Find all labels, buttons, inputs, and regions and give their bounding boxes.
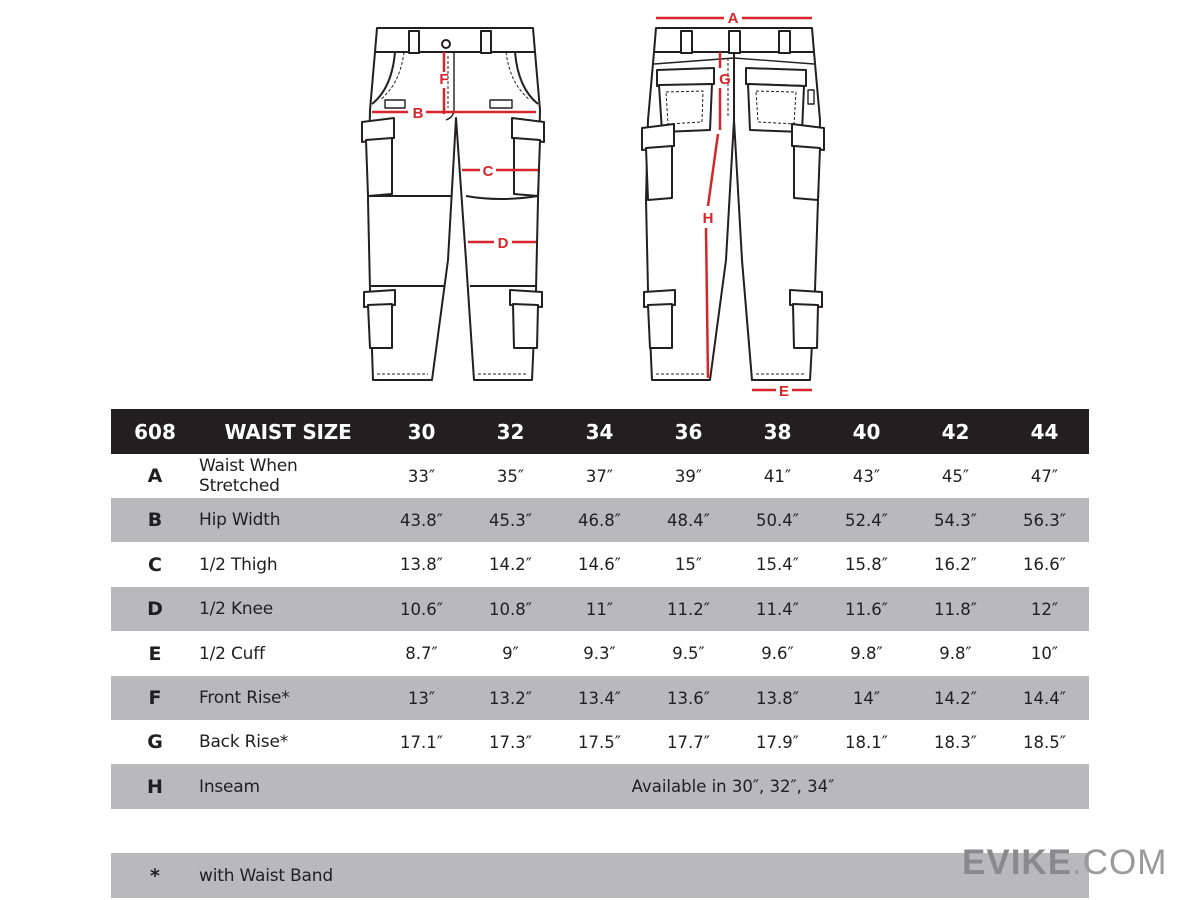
- row-label: Inseam: [199, 776, 260, 797]
- table-row-c: [111, 542, 1089, 587]
- table-cell: 39″: [674, 466, 703, 486]
- table-cell: 52.4″: [845, 510, 888, 530]
- header-size: 34: [585, 419, 614, 444]
- label-h: H: [702, 210, 714, 227]
- header-size: 36: [674, 419, 703, 444]
- table-row-b: [111, 498, 1089, 542]
- label-d: D: [497, 235, 509, 252]
- table-cell: 35″: [496, 466, 525, 486]
- inseam-availability: Available in 30″, 32″, 34″: [631, 777, 835, 796]
- table-row-h: [111, 764, 1089, 809]
- row-label: 1/2 Thigh: [199, 554, 278, 575]
- table-cell: 13.8″: [756, 688, 799, 708]
- row-label: Back Rise*: [199, 732, 289, 752]
- logo-wordmark-bold: EVIKE: [962, 843, 1073, 882]
- table-cell: 14.4″: [1023, 688, 1066, 708]
- table-cell: 16.2″: [934, 555, 977, 574]
- table-cell: 17.1″: [400, 732, 443, 752]
- table-cell: 43″: [852, 466, 881, 486]
- logo-wordmark-light: .COM: [1072, 843, 1168, 882]
- row-code: C: [148, 553, 162, 576]
- table-cell: 13.2″: [489, 688, 532, 708]
- header-model-code: 608: [134, 419, 176, 444]
- table-cell: 15.8″: [845, 555, 888, 574]
- row-label: 1/2 Knee: [199, 599, 274, 619]
- table-cell: 11.6″: [845, 599, 888, 619]
- footnote-text: with Waist Band: [199, 865, 333, 886]
- table-cell: 17.5″: [578, 732, 621, 752]
- header-size: 38: [763, 419, 792, 444]
- row-label: Waist When Stretched: [199, 456, 298, 496]
- table-cell: 46.8″: [578, 510, 621, 530]
- table-cell: 13″: [407, 688, 436, 708]
- table-row-f: [111, 676, 1089, 720]
- table-cell: 48.4″: [667, 510, 710, 530]
- label-b: B: [412, 105, 424, 122]
- table-cell: 11.8″: [934, 599, 977, 619]
- label-e: E: [778, 383, 790, 400]
- table-cell: 47″: [1030, 466, 1059, 486]
- table-cell: 56.3″: [1023, 510, 1066, 530]
- table-cell: 8.7″: [405, 644, 438, 663]
- row-code: H: [147, 775, 163, 798]
- table-cell: 14.2″: [934, 688, 977, 708]
- table-cell: 33″: [407, 466, 436, 486]
- table-cell: 12″: [1030, 599, 1059, 619]
- pants-measurement-diagram: [0, 0, 1200, 405]
- row-label: Front Rise*: [199, 688, 290, 708]
- row-code: G: [147, 731, 163, 753]
- table-cell: 10″: [1030, 644, 1059, 663]
- table-cell: 18.5″: [1023, 732, 1066, 752]
- table-row-g: [111, 720, 1089, 764]
- table-cell: 14″: [852, 688, 881, 708]
- row-code: E: [148, 642, 162, 665]
- row-code: F: [148, 687, 162, 709]
- footnote-symbol: *: [150, 864, 160, 887]
- table-row-a: [111, 454, 1089, 498]
- table-cell: 13.8″: [400, 555, 443, 574]
- row-code: D: [147, 598, 163, 620]
- table-cell: 45.3″: [489, 510, 532, 530]
- table-cell: 17.9″: [756, 732, 799, 752]
- label-a: A: [727, 10, 739, 27]
- table-row-e: [111, 631, 1089, 676]
- table-cell: 17.3″: [489, 732, 532, 752]
- table-cell: 11.4″: [756, 599, 799, 619]
- table-cell: 9″: [502, 644, 519, 663]
- table-cell: 13.4″: [578, 688, 621, 708]
- table-cell: 17.7″: [667, 732, 710, 752]
- label-c: C: [482, 163, 494, 180]
- table-cell: 16.6″: [1023, 555, 1066, 574]
- footnote-row: [111, 853, 1089, 898]
- header-size: 32: [496, 419, 525, 444]
- table-cell: 41″: [763, 466, 792, 486]
- evike-logo: [962, 843, 1167, 883]
- table-cell: 13.6″: [667, 688, 710, 708]
- header-size: 42: [941, 419, 970, 444]
- table-cell: 43.8″: [400, 510, 443, 530]
- table-cell: 54.3″: [934, 510, 977, 530]
- header-size: 30: [407, 419, 436, 444]
- table-cell: 9.5″: [672, 644, 705, 663]
- header-size: 44: [1030, 419, 1059, 444]
- table-cell: 18.1″: [845, 732, 888, 752]
- header-waist-size: WAIST SIZE: [224, 419, 352, 444]
- row-label: Hip Width: [199, 510, 281, 530]
- table-cell: 10.8″: [489, 599, 532, 619]
- header-size: 40: [852, 419, 881, 444]
- table-cell: 14.2″: [489, 555, 532, 574]
- table-cell: 9.8″: [939, 644, 972, 663]
- row-label: 1/2 Cuff: [199, 643, 265, 664]
- table-cell: 11.2″: [667, 599, 710, 619]
- label-g: G: [719, 71, 731, 88]
- table-cell: 10.6″: [400, 599, 443, 619]
- row-code: A: [147, 465, 163, 487]
- table-cell: 9.3″: [583, 644, 616, 663]
- table-cell: 50.4″: [756, 510, 799, 530]
- table-cell: 9.8″: [850, 644, 883, 663]
- table-header-row: [111, 409, 1089, 454]
- table-cell: 18.3″: [934, 732, 977, 752]
- table-cell: 9.6″: [761, 644, 794, 663]
- table-cell: 11″: [585, 599, 614, 619]
- table-cell: 37″: [585, 466, 614, 486]
- row-code: B: [147, 509, 163, 531]
- table-cell: 15.4″: [756, 555, 799, 574]
- table-cell: 14.6″: [578, 555, 621, 574]
- pants-back-view: [642, 28, 824, 380]
- pants-front-view: [362, 28, 544, 380]
- table-row-d: [111, 587, 1089, 631]
- table-cell: 45″: [941, 466, 970, 486]
- table-cell: 15″: [674, 555, 703, 574]
- label-f: F: [439, 71, 449, 88]
